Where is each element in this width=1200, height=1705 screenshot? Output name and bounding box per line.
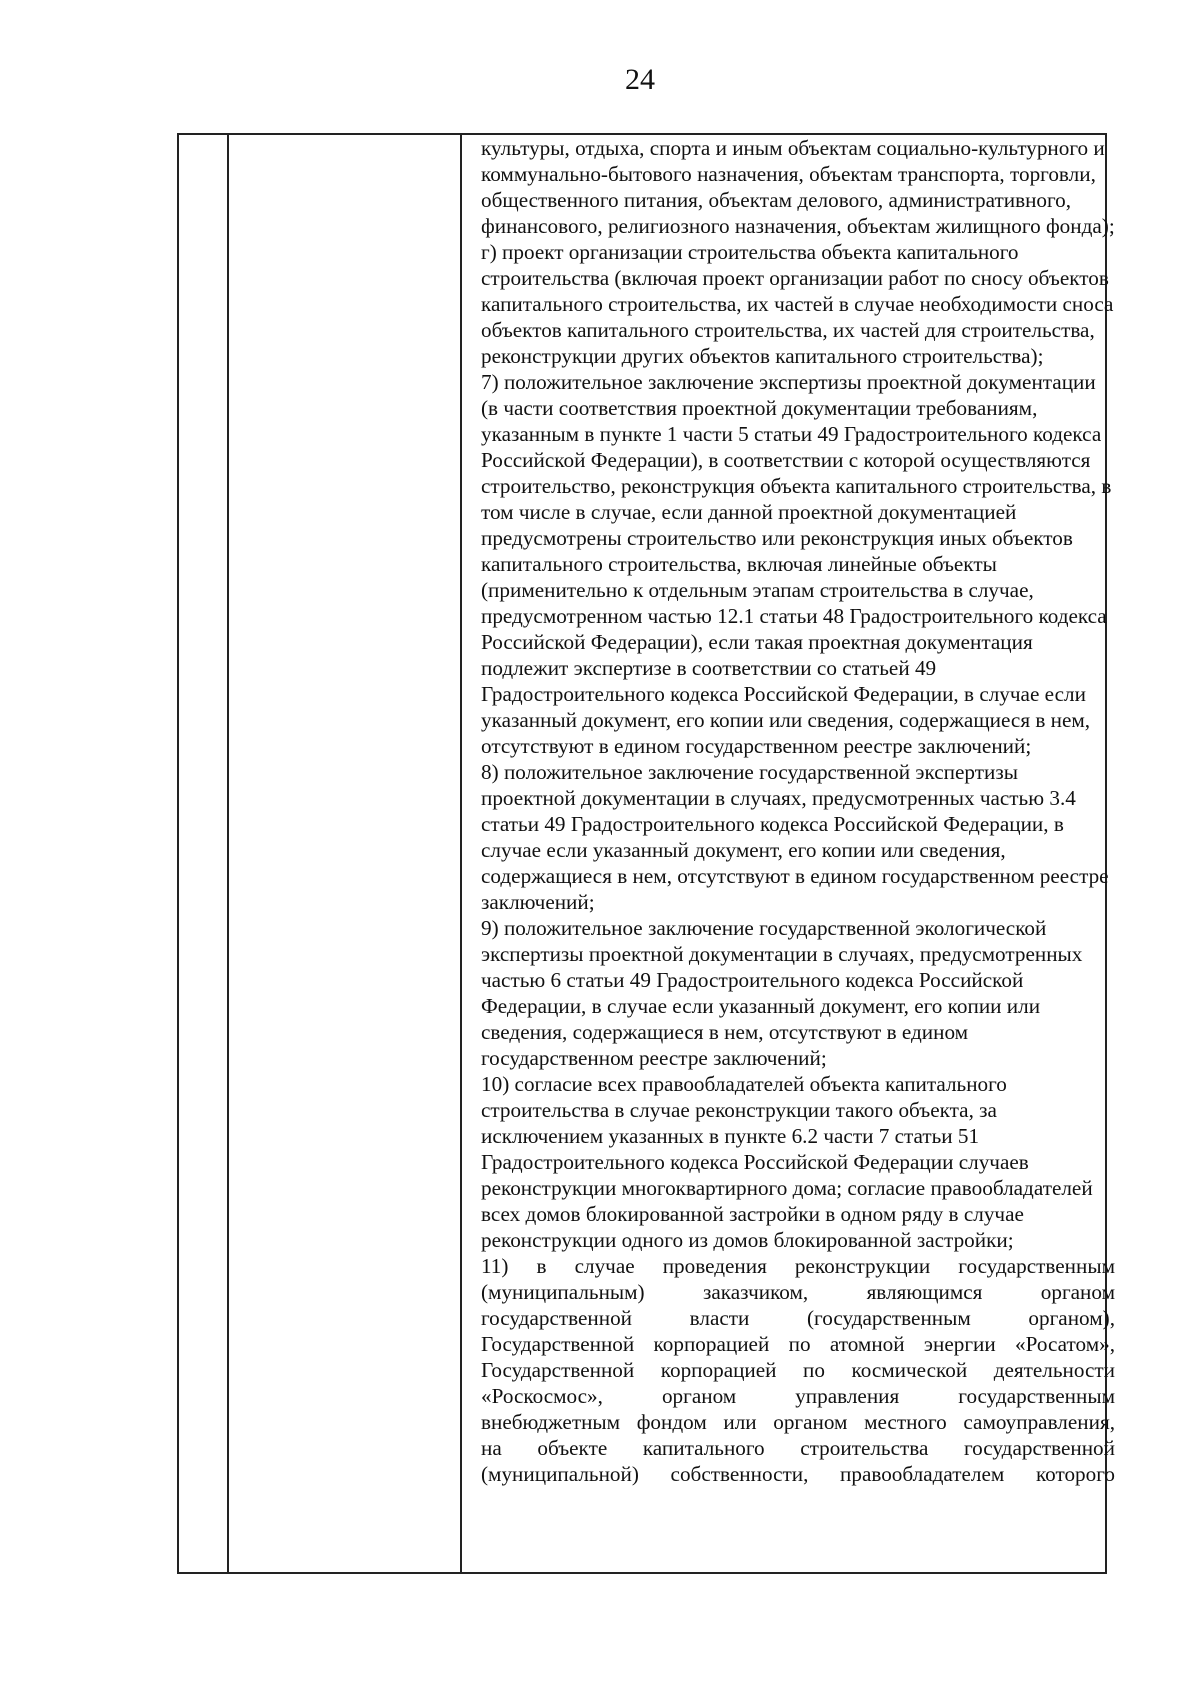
justified-line: на объекте капитального строительства государственной	[481, 1436, 1115, 1460]
justified-line: внебюджетным фондом или органом местного самоуправления,	[481, 1410, 1115, 1434]
paragraph: 7) положительное заключение экспертизы проектной документации (в части соответствия проектной документации требованиям, указанным в пункте 1 части 5 статьи 49 Градостроительного кодекса Российской Федерации), в соответствии с которой осуществляются строительство, реконструкция объекта капитального строительства, в том числе в случае, если данной проектной документацией предусмотрены строительство или реконструкция иных объектов капитального строительства, включая линейные объекты (применительно к отдельным этапам строительства в случае, предусмотренном частью 12.1 статьи 48 Градостроительного кодекса Российской Федерации), если такая проектная документация подлежит экспертизе в соответствии со статьей 49 Градостроительного кодекса Российской Федерации, в случае если указанный документ, его копии или сведения, содержащиеся в нем, отсутствуют в едином государственном реестре заключений;	[481, 370, 1112, 758]
page-number: 24	[625, 63, 655, 96]
justified-line: 11) в случае проведения реконструкции государственным	[481, 1254, 1115, 1278]
justified-line: (муниципальным) заказчиком, являющимся органом	[481, 1280, 1115, 1304]
column-divider	[227, 135, 229, 1572]
paragraph: 10) согласие всех правообладателей объекта капитального строительства в случае реконструкции такого объекта, за исключением указанных в пункте 6.2 части 7 статьи 51 Градостроительного кодекса Российской Федерации случаев реконструкции многоквартирного дома; согласие правообладателей всех домов блокированной застройки в одном ряду в случае реконструкции одного из домов блокированной застройки;	[481, 1072, 1093, 1252]
justified-line: Государственной корпорацией по атомной энергии «Росатом»,	[481, 1332, 1115, 1356]
table-content-cell	[481, 135, 1115, 1487]
justified-line: (муниципальной) собственности, правообладателем которого	[481, 1462, 1115, 1486]
justified-line: Государственной корпорацией по космической деятельности	[481, 1358, 1115, 1382]
justified-line: «Роскосмос», органом управления государственным	[481, 1384, 1115, 1408]
paragraph: 8) положительное заключение государственной экспертизы проектной документации в случаях, предусмотренных частью 3.4 статьи 49 Градостроительного кодекса Российской Федерации, в случае если указанный документ, его копии или сведения, содержащиеся в нем, отсутствуют в едином государственном реестре заключений;	[481, 760, 1109, 914]
column-divider	[460, 135, 462, 1572]
paragraph: г) проект организации строительства объекта капитального строительства (включая проект организации работ по сносу объектов капитального строительства, их частей в случае необходимости сноса объектов капитального строительства, их частей для строительства, реконструкции других объектов капитального строительства);	[481, 240, 1114, 368]
paragraph: 9) положительное заключение государственной экологической экспертизы проектной документации в случаях, предусмотренных частью 6 статьи 49 Градостроительного кодекса Российской Федерации, в случае если указанный документ, его копии или сведения, содержащиеся в нем, отсутствуют в едином государственном реестре заключений;	[481, 916, 1083, 1070]
document-table	[177, 133, 1115, 1574]
paragraph: культуры, отдыха, спорта и иным объектам социально-культурного и коммунально-бытового назначения, объектам транспорта, торговли, общественного питания, объектам делового, административного, финансового, религиозного назначения, объектам жилищного фонда);	[481, 136, 1115, 238]
justified-line: государственной власти (государственным органом),	[481, 1306, 1115, 1330]
